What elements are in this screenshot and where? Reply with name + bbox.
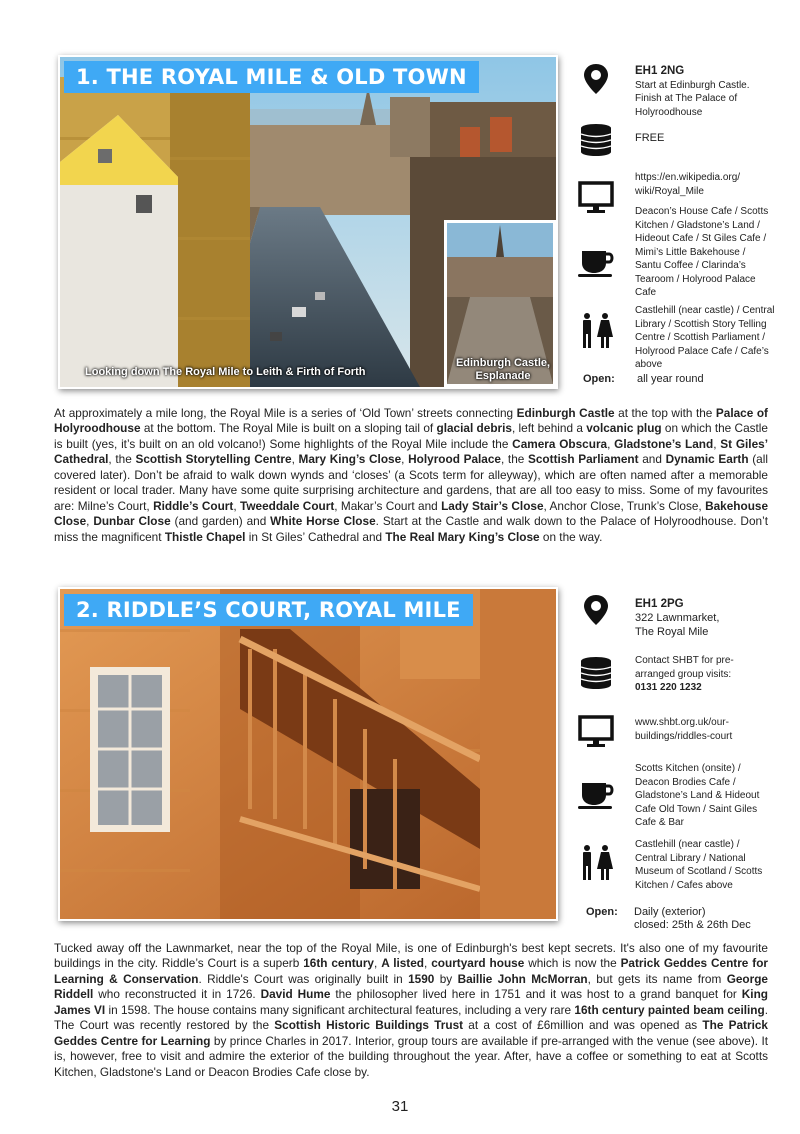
open-line: closed: 25th & 26th Dec: [634, 919, 751, 931]
cafe-line: Cafe & Bar: [635, 817, 684, 828]
price-line: Contact SHBT for pre-: [635, 655, 734, 666]
body-highlight: 1590: [408, 971, 435, 986]
address-line: Finish at The Palace of: [635, 93, 738, 104]
page-number: 31: [391, 1098, 409, 1115]
body-text-run: , the: [108, 452, 136, 467]
body-highlight: Scottish Storytelling Centre: [135, 452, 292, 467]
body-text-run: , the: [500, 452, 528, 467]
section-1-open-value: all year round: [637, 373, 704, 385]
toilet-line: above: [635, 359, 663, 370]
body-highlight: Riddle’s Court: [153, 498, 234, 513]
cafe-line: Cafe Old Town / Saint Giles: [635, 803, 758, 815]
body-highlight: David Hume: [260, 987, 331, 1002]
body-text-run: and: [638, 452, 666, 467]
section-2-cafes: [635, 762, 795, 830]
coins-icon: [578, 122, 618, 158]
riddles-court-illustration: [60, 589, 556, 919]
website-line[interactable]: wiki/Royal_Mile: [635, 185, 704, 197]
body-text-run: in St Giles’ Cathedral and: [245, 529, 386, 544]
body-highlight: 16th century: [303, 956, 374, 971]
body-highlight: Holyrood Palace: [408, 452, 501, 467]
body-highlight: Dynamic Earth: [665, 452, 749, 467]
body-highlight: Baillie John McMorran: [457, 971, 588, 986]
section-2-open-value: [634, 906, 751, 932]
riddles-court-photo: [60, 589, 556, 919]
section-2-body: [54, 941, 768, 1080]
section-2-title: 2. RIDDLE’S COURT, ROYAL MILE: [64, 594, 473, 626]
body-highlight: courtyard house: [431, 956, 525, 971]
body-highlight: The Real Mary King’s Close: [385, 529, 540, 544]
body-highlight: glacial debris: [436, 421, 512, 436]
body-highlight: Palace of Holyroodhouse: [54, 406, 768, 436]
section-1-cafes: [635, 205, 795, 300]
toilet-line: Museum of Scotland / Scotts: [635, 866, 763, 877]
body-text-run: by prince Charles in 2017. Interior, group tours are available if pre-arranged with the venue (see above). It is, however, free to visit and admire the exterior of the building throughout the year. After, have a coffee or something to eat at Scotts Kitchen, Gladstone's Land or Deacon Brodies Cafe close by.: [54, 1033, 769, 1079]
monitor-icon: [578, 714, 618, 750]
toilets-icon: [578, 845, 618, 881]
body-highlight: Camera Obscura: [512, 436, 608, 451]
cafe-line: Gladstone’s Land & Hideout: [635, 790, 760, 801]
cafe-line: Cafe: [635, 287, 657, 298]
photo-caption-inset: [453, 357, 553, 383]
cafe-line: Scotts Kitchen (onsite) /: [635, 763, 741, 774]
coins-icon: [578, 655, 618, 691]
website-line[interactable]: https://en.wikipedia.org/: [635, 172, 741, 183]
body-highlight: Edinburgh Castle: [516, 406, 615, 420]
toilets-icon: [578, 313, 618, 349]
body-text-run: ,: [401, 452, 409, 467]
body-highlight: Mary King’s Close: [298, 452, 402, 467]
body-highlight: Thistle Chapel: [164, 529, 246, 544]
body-text-run: ,: [374, 956, 382, 971]
body-text-run: At approximately a mile long, the Royal Mile is a series of ‘Old Town’ streets connecting: [54, 406, 517, 420]
toilet-line: Centre / Scottish Parliament /: [635, 332, 766, 343]
body-highlight: Patrick Geddes Centre for Learning & Conservation: [54, 956, 769, 986]
address-line: 322 Lawnmarket,: [635, 612, 720, 624]
body-text-run: (all covered later). Don’t be afraid to walk down wynds and ‘closes’ (a Scots term for alleyway), which are often named after a memorable resident or local trader. Many have some quite surprising architecture and gardens, that are all too easy to miss. Some of my favourites are: Milne’s Court,: [54, 452, 768, 513]
body-highlight: Dunbar Close: [93, 514, 171, 529]
coffee-cup-icon: [578, 243, 618, 279]
photo-caption-main: Looking down The Royal Mile to Leith & Firth of Forth: [85, 366, 366, 378]
map-pin-icon: [578, 593, 618, 629]
caption-inset-line: Edinburgh Castle,: [455, 357, 551, 369]
address-line: The Royal Mile: [635, 626, 709, 638]
section-2-website[interactable]: [635, 716, 795, 743]
body-text-run: at the top with the: [614, 406, 716, 420]
body-text-run: , but gets its name from: [587, 971, 727, 986]
body-text-run: , left behind a: [511, 421, 587, 436]
address-line: Holyroodhouse: [635, 106, 703, 118]
section-1-website[interactable]: [635, 171, 795, 198]
body-highlight: Gladstone’s Land: [614, 436, 714, 451]
body-highlight: St Giles’ Cathedral: [54, 436, 768, 467]
body-text-run: ,: [713, 436, 721, 451]
body-text-run: (and garden) and: [170, 514, 271, 529]
section-2-toilets: [635, 838, 795, 892]
website-line[interactable]: www.shbt.org.uk/our-: [635, 717, 729, 728]
caption-inset-line: Esplanade: [475, 370, 531, 382]
cafe-line: Santu Coffee / Clarinda’s: [635, 260, 746, 271]
address-line: Start at Edinburgh Castle.: [635, 79, 750, 91]
section-1-open-label: Open:: [583, 373, 615, 385]
section-1-body: [54, 406, 768, 545]
cafe-line: Deacon Brodies Cafe /: [635, 776, 736, 788]
body-highlight: volcanic plug: [586, 421, 662, 436]
body-highlight: Lady Stair’s Close: [441, 498, 544, 513]
body-highlight: Bakehouse Close: [54, 498, 769, 529]
open-line: Daily (exterior): [634, 906, 706, 918]
section-2-open-label: Open:: [586, 906, 618, 918]
body-highlight: Tweeddale Court: [240, 498, 335, 513]
section-2-address: [635, 597, 795, 639]
body-text-run: ,: [424, 956, 432, 971]
body-text-run: , Makar’s Court and: [334, 498, 442, 513]
body-highlight: George Riddell: [54, 971, 768, 1002]
toilet-line: Castlehill (near castle) /: [635, 839, 740, 850]
toilet-line: Central Library / National: [635, 852, 746, 864]
body-text-run: in 1598. The house contains many significant architectural features, including a very rare: [105, 1002, 575, 1017]
body-text-run: on the way.: [539, 529, 603, 544]
body-highlight: Scottish Historic Buildings Trust: [274, 1018, 464, 1033]
cafe-line: Hideout Cafe / St Giles Cafe /: [635, 233, 767, 244]
body-text-run: on which the Castle is built (yes, it’s built on an old volcano!) Some highlights of the Royal Mile include the: [54, 421, 768, 451]
body-highlight: White Horse Close: [270, 514, 376, 529]
toilet-line: Library / Scottish Story Telling: [635, 318, 767, 330]
map-pin-icon: [578, 62, 618, 98]
cafe-line: Deacon’s House Cafe / Scotts: [635, 206, 769, 217]
body-text-run: . Riddle's Court was originally built in: [198, 971, 409, 986]
body-text-run: the philosopher lived here in 1751 and it was host to a grand banquet for: [330, 987, 742, 1002]
body-text-run: ,: [233, 498, 240, 513]
body-text-run: . The Court was recently restored by the: [54, 1002, 768, 1033]
section-1-address: [635, 65, 795, 119]
body-highlight: 16th century painted beam ceiling: [574, 1002, 765, 1017]
body-text-run: which is now the: [524, 956, 621, 971]
cafe-line: Tearoom / Holyrood Palace: [635, 273, 756, 285]
body-text-run: who reconstructed it in 1726.: [93, 987, 261, 1002]
body-highlight: The Patrick Geddes Centre for Learning: [54, 1018, 768, 1048]
body-highlight: King James VI: [54, 987, 768, 1017]
body-text-run: ,: [291, 452, 299, 467]
monitor-icon: [578, 180, 618, 216]
body-highlight: A listed: [381, 956, 425, 971]
postcode: EH1 2NG: [635, 65, 685, 77]
toilet-line: Kitchen / Cafes above: [635, 879, 733, 891]
royal-mile-illustration: [60, 57, 556, 387]
body-text-run: at the bottom. The Royal Mile is built on a sloping tail of: [140, 421, 437, 436]
toilet-line: Holyrood Palace Cafe / Cafe’s: [635, 345, 769, 357]
royal-mile-photo: [60, 57, 556, 387]
toilet-line: Castlehill (near castle) / Central: [635, 305, 775, 316]
section-1-title: 1. THE ROYAL MILE & OLD TOWN: [64, 61, 479, 93]
postcode: EH1 2PG: [635, 598, 684, 610]
price-line: arranged group visits:: [635, 668, 732, 680]
body-text-run: ,: [86, 514, 94, 529]
body-highlight: Scottish Parliament: [528, 452, 639, 467]
cafe-line: Mimi’s Little Bakehouse /: [635, 246, 746, 258]
body-text-run: . Start at the Castle and walk down to the Palace of Holyroodhouse. Don’t miss the magnificent: [54, 514, 768, 544]
cafe-line: Kitchen / Gladstone’s Land /: [635, 219, 760, 231]
section-1-toilets: [635, 304, 795, 372]
body-text-run: ,: [607, 436, 615, 451]
website-line[interactable]: buildings/riddles-court: [635, 730, 733, 742]
body-text-run: by: [434, 971, 458, 986]
section-1-price: FREE: [635, 132, 665, 144]
body-text-run: Tucked away off the Lawnmarket, near the top of the Royal Mile, is one of Edinburgh's best kept secrets. It's also one of my favourite buildings in the city. Riddle’s Court is a superb: [54, 941, 768, 971]
body-text-run: , Anchor Close, Trunk’s Close,: [543, 498, 706, 513]
section-2-price: [635, 654, 795, 695]
body-text-run: at a cost of £6million and was opened as: [463, 1018, 703, 1033]
coffee-cup-icon: [578, 775, 618, 811]
phone-number[interactable]: 0131 220 1232: [635, 682, 702, 693]
